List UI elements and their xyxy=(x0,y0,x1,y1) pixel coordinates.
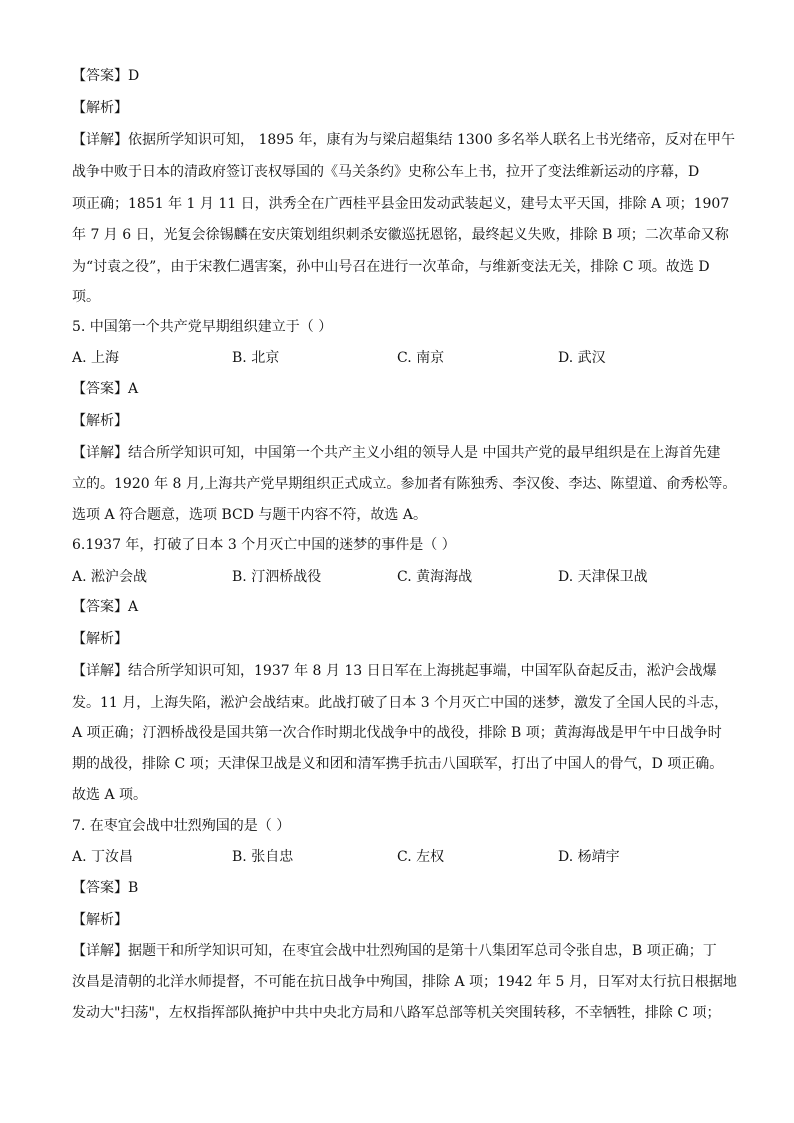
option-c: C. 黄海海战 xyxy=(397,569,473,585)
option-a: A. 淞沪会战 xyxy=(72,569,148,585)
analysis-label-q5: 【解析】 xyxy=(72,413,128,429)
answer-label-q6: 【答案】A xyxy=(72,599,139,615)
detail-line: 项。 xyxy=(72,289,100,305)
detail-line: 【详解】依据所学知识可知， 1895 年，康有为与梁启超集结 1300 多名举人联名上书光绪帝，反对在甲午 xyxy=(72,132,736,148)
detail-line: 发。11 月，上海失陷，淞沪会战结束。此战打破了日本 3 个月灭亡中国的迷梦，激发了全国人民的斗志， xyxy=(72,695,729,711)
detail-line: 期的战役，排除 C 项；天津保卫战是义和团和清军携手抗击八国联军，打出了中国人的骨气，D 项正确。 xyxy=(72,756,724,772)
option-a: A. 丁汝昌 xyxy=(72,849,134,865)
option-a: A. 上海 xyxy=(72,350,120,366)
answer-label-q7: 【答案】B xyxy=(72,880,139,896)
options-q7 xyxy=(72,847,732,867)
option-b: B. 张自忠 xyxy=(232,849,294,865)
question-6: 6.1937 年，打破了日本 3 个月灭亡中国的迷梦的事件是（ ） xyxy=(72,537,456,553)
options-q6 xyxy=(72,567,732,587)
option-c: C. 左权 xyxy=(397,849,445,865)
answer-label-q4: 【答案】D xyxy=(72,68,140,84)
detail-line: 立的。1920 年 8 月,上海共产党早期组织正式成立。参加者有陈独秀、李汉俊、李达、陈望道、俞秀松等。 xyxy=(72,476,737,492)
option-d: D. 天津保卫战 xyxy=(558,569,648,585)
analysis-label-q4: 【解析】 xyxy=(72,100,128,116)
option-d: D. 武汉 xyxy=(558,350,606,366)
detail-line: 【详解】结合所学知识可知，1937 年 8 月 13 日日军在上海挑起事端，中国军队奋起反击，淞沪会战爆 xyxy=(72,663,717,679)
detail-line: 为“讨袁之役”，由于宋教仁遇害案，孙中山号召在进行一次革命，与维新变法无关，排除 C 项。故选 D xyxy=(72,259,710,275)
option-b: B. 汀泗桥战役 xyxy=(232,569,322,585)
detail-line: 战争中败于日本的清政府签订丧权辱国的《马关条约》史称公车上书，拉开了变法维新运动的序幕，D xyxy=(72,164,700,180)
detail-line: 发动大"扫荡"，左权指挥部队掩护中共中央北方局和八路军总部等机关突围转移，不幸牺牲，排除 C 项； xyxy=(72,1005,721,1021)
options-q5 xyxy=(72,348,732,368)
question-5: 5. 中国第一个共产党早期组织建立于（ ） xyxy=(72,319,333,335)
option-b: B. 北京 xyxy=(232,350,280,366)
detail-line: 【详解】据题干和所学知识可知，在枣宜会战中壮烈殉国的是第十八集团军总司令张自忠，B 项正确；丁 xyxy=(72,943,717,959)
analysis-label-q6: 【解析】 xyxy=(72,631,128,647)
detail-line: 选项 A 符合题意，选项 BCD 与题干内容不符，故选 A。 xyxy=(72,507,427,523)
question-7: 7. 在枣宜会战中壮烈殉国的是（ ） xyxy=(72,818,291,834)
analysis-label-q7: 【解析】 xyxy=(72,912,128,928)
detail-line: 汝昌是清朝的北洋水师提督，不可能在抗日战争中殉国，排除 A 项；1942 年 5 月，日军对太行抗日根据地 xyxy=(72,974,737,990)
detail-line: 项正确；1851 年 1 月 11 日，洪秀全在广西桂平县金田发动武装起义，建号太平天国，排除 A 项；1907 xyxy=(72,196,730,212)
option-c: C. 南京 xyxy=(397,350,445,366)
detail-line: 故选 A 项。 xyxy=(72,787,148,803)
answer-label-q5: 【答案】A xyxy=(72,381,139,397)
detail-line: 年 7 月 6 日，光复会徐锡麟在安庆策划组织刺杀安徽巡抚恩铭，最终起义失败，排除 B 项；二次革命又称 xyxy=(72,227,729,243)
detail-line: A 项正确；汀泗桥战役是国共第一次合作时期北伐战争中的战役，排除 B 项；黄海海战是甲午中日战争时 xyxy=(72,725,722,741)
detail-line: 【详解】结合所学知识可知，中国第一个共产主义小组的领导人是 中国共产党的最早组织是在上海首先建 xyxy=(72,445,721,461)
option-d: D. 杨靖宇 xyxy=(558,849,620,865)
